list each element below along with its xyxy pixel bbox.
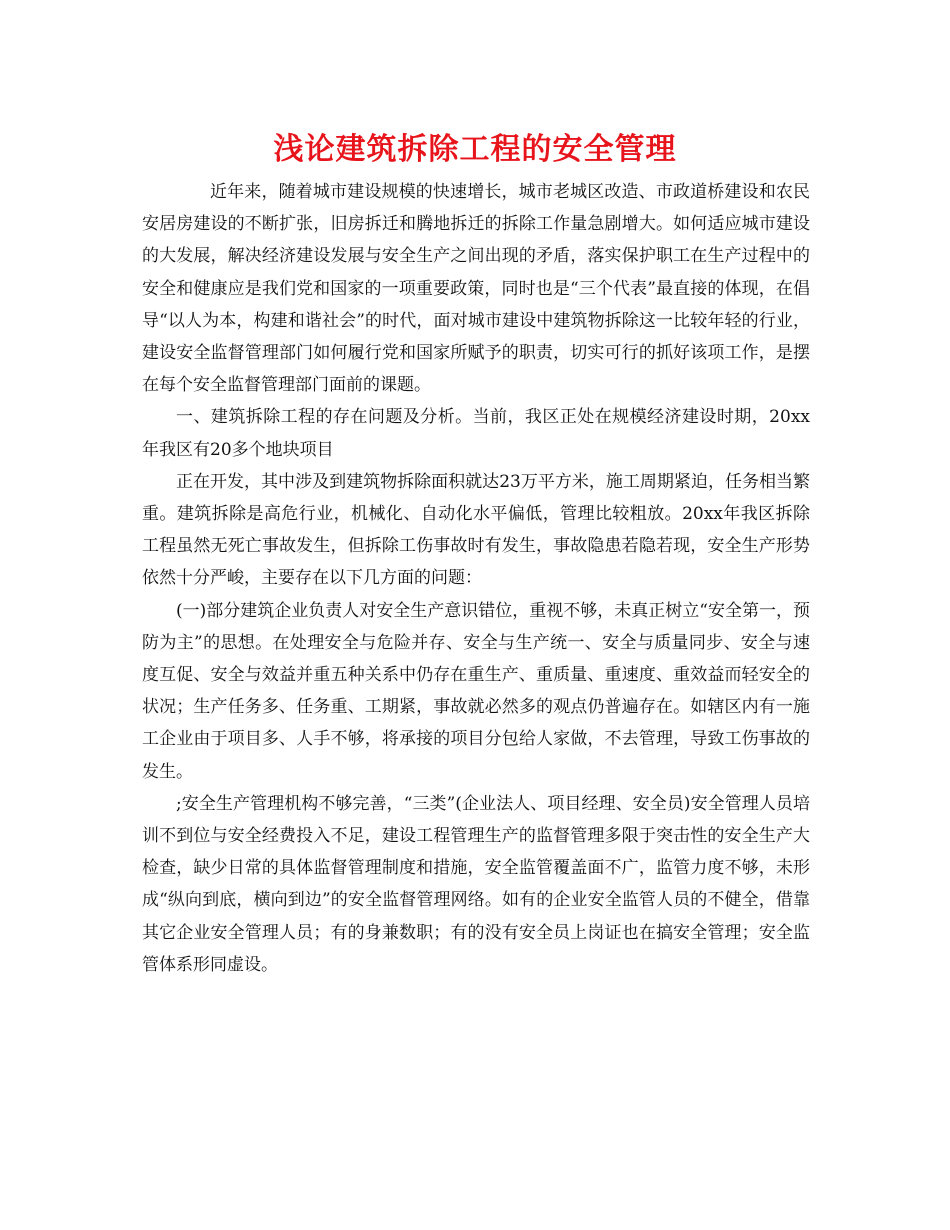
paragraph-development: 正在开发，其中涉及到建筑物拆除面积就达23万平方米，施工周期紧迫，任务相当繁重。建筑拆除是高危行业，机械化、自动化水平偏低，管理比较粗放。20xx年我区拆除工程虽然无死亡事故发生，但拆除工伤事故时有发生，事故隐患若隐若现，安全生产形势依然十分严峻，主要存在以下几方面的问题： bbox=[142, 471, 810, 589]
document-title: 浅论建筑拆除工程的安全管理 bbox=[273, 132, 677, 167]
paragraph-intro: 近年来，随着城市建设规模的快速增长，城市老城区改造、市政道桥建设和农民安居房建设的不断扩张，旧房拆迁和腾地拆迁的拆除工作量急剧增大。如何适应城市建设的大发展，解决经济建设发展与安全生产之间出现的矛盾，落实保护职工在生产过程中的安全和健康应是我们党和国家的一项重要政策，同时也是“三个代表”最直接的体现，在倡导“以人为本，构建和谐社会”的时代，面对城市建设中建筑物拆除这一比较年轻的行业，建设安全监督管理部门如何履行党和国家所赋予的职责，切实可行的抓好该项工作，是摆在每个安全监督管理部门面前的课题。 bbox=[142, 182, 810, 396]
document-body bbox=[142, 176, 810, 981]
paragraph-issue-one: (一)部分建筑企业负责人对安全生产意识错位，重视不够，未真正树立“安全第一，预防为主”的思想。在处理安全与危险并存、安全与生产统一、安全与质量同步、安全与速度互促、安全与效益并重五种关系中仍存在重生产、重质量、重速度、重效益而轻安全的状况；生产任务多、任务重、工期紧，事故就必然多的观点仍普遍存在。如辖区内有一施工企业由于项目多、人手不够，将承接的项目分包给人家做，不去管理，导致工伤事故的发生。 bbox=[142, 600, 810, 782]
paragraph-section-one: 一、建筑拆除工程的存在问题及分析。当前，我区正处在规模经济建设时期，20xx年我区有20多个地块项目 bbox=[142, 407, 810, 460]
paragraph-issue-two: ;安全生产管理机构不够完善，“三类”(企业法人、项目经理、安全员)安全管理人员培训不到位与安全经费投入不足，建设工程管理生产的监督管理多限于突击性的安全生产大检查，缺少日常的具体监督管理制度和措施，安全监管覆盖面不广，监管力度不够，未形成“纵向到底，横向到边”的安全监督管理网络。如有的企业安全监管人员的不健全，借靠其它企业安全管理人员；有的身兼数职；有的没有安全员上岗证也在搞安全管理；安全监管体系形同虚设。 bbox=[142, 793, 810, 975]
